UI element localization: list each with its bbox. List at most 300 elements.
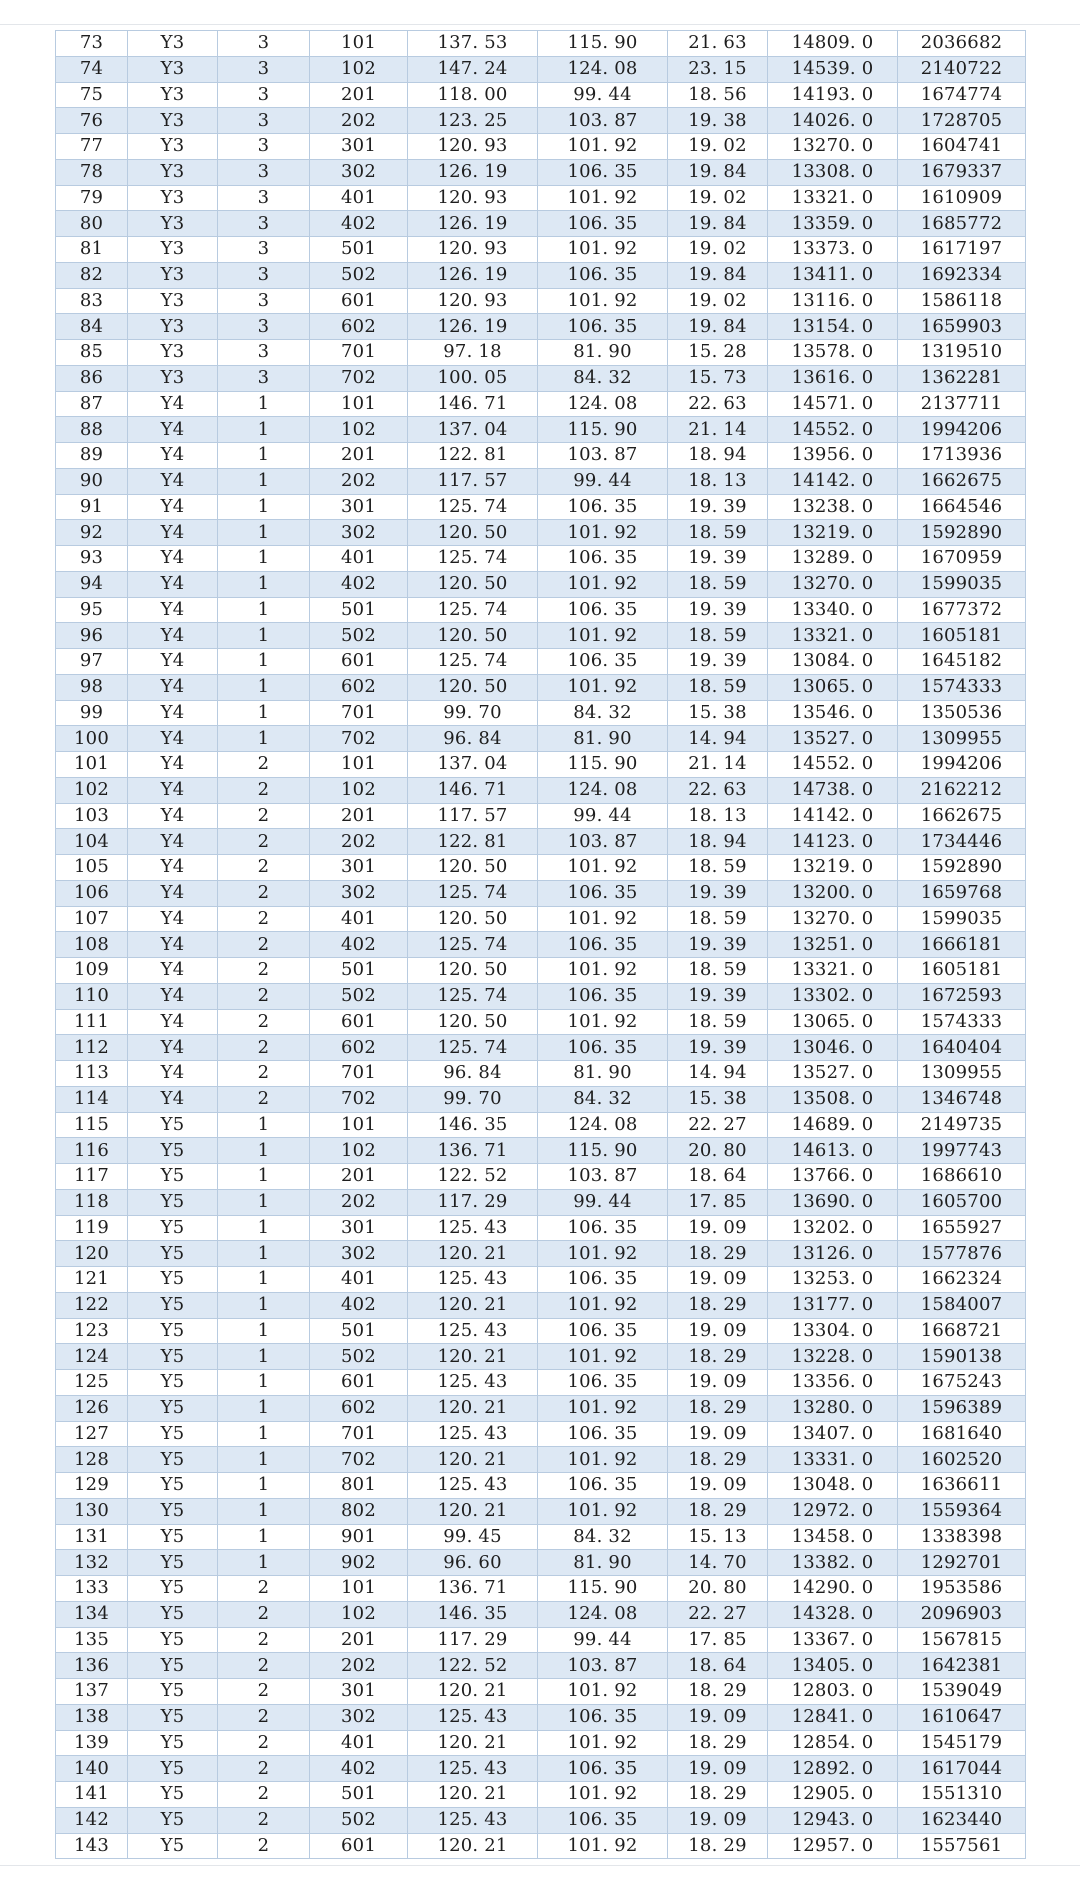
inner-area-cell: 101. 92: [538, 237, 668, 263]
unit-cell: 1: [218, 726, 310, 752]
area-cell: 137. 04: [408, 417, 538, 443]
building-cell: Y5: [128, 1138, 218, 1164]
shared-area-cell: 15. 38: [668, 1086, 768, 1112]
building-cell: Y4: [128, 1086, 218, 1112]
area-cell: 120. 21: [408, 1292, 538, 1318]
inner-area-cell: 103. 87: [538, 108, 668, 134]
unit-price-cell: 13956. 0: [768, 443, 898, 469]
building-cell: Y5: [128, 1627, 218, 1653]
unit-cell: 3: [218, 82, 310, 108]
inner-area-cell: 103. 87: [538, 443, 668, 469]
area-cell: 122. 52: [408, 1653, 538, 1679]
unit-price-cell: 14689. 0: [768, 1112, 898, 1138]
area-cell: 125. 43: [408, 1370, 538, 1396]
building-cell: Y5: [128, 1267, 218, 1293]
area-cell: 120. 50: [408, 906, 538, 932]
building-cell: Y4: [128, 1035, 218, 1061]
inner-area-cell: 99. 44: [538, 1189, 668, 1215]
area-cell: 136. 71: [408, 1576, 538, 1602]
inner-area-cell: 115. 90: [538, 417, 668, 443]
room-cell: 502: [310, 1344, 408, 1370]
room-cell: 702: [310, 1086, 408, 1112]
total-price-cell: 1659768: [898, 880, 1026, 906]
total-price-cell: 1670959: [898, 546, 1026, 572]
building-cell: Y3: [128, 31, 218, 57]
inner-area-cell: 101. 92: [538, 185, 668, 211]
shared-area-cell: 19. 84: [668, 211, 768, 237]
area-cell: 125. 74: [408, 1035, 538, 1061]
inner-area-cell: 106. 35: [538, 983, 668, 1009]
room-cell: 501: [310, 958, 408, 984]
total-price-cell: 2162212: [898, 777, 1026, 803]
unit-cell: 3: [218, 262, 310, 288]
table-row: [56, 906, 1026, 932]
total-price-cell: 1292701: [898, 1550, 1026, 1576]
area-cell: 125. 43: [408, 1267, 538, 1293]
unit-cell: 3: [218, 365, 310, 391]
unit-price-cell: 14552. 0: [768, 417, 898, 443]
inner-area-cell: 101. 92: [538, 134, 668, 160]
room-cell: 401: [310, 546, 408, 572]
table-row: [56, 1395, 1026, 1421]
room-cell: 301: [310, 134, 408, 160]
unit-cell: 1: [218, 468, 310, 494]
row-index-cell: 133: [56, 1576, 128, 1602]
area-cell: 146. 71: [408, 391, 538, 417]
total-price-cell: 1617197: [898, 237, 1026, 263]
inner-area-cell: 103. 87: [538, 1164, 668, 1190]
shared-area-cell: 18. 59: [668, 958, 768, 984]
row-index-cell: 73: [56, 31, 128, 57]
shared-area-cell: 15. 73: [668, 365, 768, 391]
room-cell: 401: [310, 1267, 408, 1293]
inner-area-cell: 81. 90: [538, 726, 668, 752]
unit-cell: 2: [218, 1601, 310, 1627]
shared-area-cell: 18. 64: [668, 1653, 768, 1679]
unit-cell: 3: [218, 185, 310, 211]
building-cell: Y5: [128, 1756, 218, 1782]
unit-cell: 1: [218, 417, 310, 443]
unit-price-cell: 13356. 0: [768, 1370, 898, 1396]
unit-price-cell: 13280. 0: [768, 1395, 898, 1421]
building-cell: Y3: [128, 314, 218, 340]
data-table: [55, 30, 1026, 1859]
total-price-cell: 1679337: [898, 159, 1026, 185]
building-cell: Y5: [128, 1576, 218, 1602]
unit-cell: 2: [218, 1627, 310, 1653]
unit-cell: 2: [218, 1653, 310, 1679]
unit-cell: 1: [218, 1370, 310, 1396]
unit-price-cell: 13331. 0: [768, 1447, 898, 1473]
unit-price-cell: 13219. 0: [768, 855, 898, 881]
room-cell: 302: [310, 520, 408, 546]
row-index-cell: 119: [56, 1215, 128, 1241]
building-cell: Y4: [128, 855, 218, 881]
row-index-cell: 139: [56, 1730, 128, 1756]
row-index-cell: 109: [56, 958, 128, 984]
building-cell: Y4: [128, 571, 218, 597]
shared-area-cell: 18. 29: [668, 1833, 768, 1859]
room-cell: 302: [310, 1241, 408, 1267]
area-cell: 117. 29: [408, 1627, 538, 1653]
room-cell: 602: [310, 1395, 408, 1421]
shared-area-cell: 17. 85: [668, 1189, 768, 1215]
inner-area-cell: 106. 35: [538, 932, 668, 958]
table-row: [56, 700, 1026, 726]
inner-area-cell: 115. 90: [538, 31, 668, 57]
building-cell: Y5: [128, 1421, 218, 1447]
building-cell: Y4: [128, 777, 218, 803]
room-cell: 501: [310, 237, 408, 263]
shared-area-cell: 20. 80: [668, 1138, 768, 1164]
room-cell: 502: [310, 1807, 408, 1833]
room-cell: 102: [310, 417, 408, 443]
row-index-cell: 110: [56, 983, 128, 1009]
shared-area-cell: 18. 59: [668, 623, 768, 649]
table-row: [56, 932, 1026, 958]
area-cell: 120. 21: [408, 1395, 538, 1421]
area-cell: 125. 74: [408, 983, 538, 1009]
area-cell: 120. 93: [408, 134, 538, 160]
inner-area-cell: 106. 35: [538, 1370, 668, 1396]
shared-area-cell: 18. 29: [668, 1782, 768, 1808]
area-cell: 136. 71: [408, 1138, 538, 1164]
total-price-cell: 1577876: [898, 1241, 1026, 1267]
shared-area-cell: 21. 14: [668, 417, 768, 443]
row-index-cell: 140: [56, 1756, 128, 1782]
shared-area-cell: 19. 84: [668, 262, 768, 288]
area-cell: 125. 74: [408, 880, 538, 906]
shared-area-cell: 18. 59: [668, 906, 768, 932]
table-row: [56, 1498, 1026, 1524]
unit-cell: 1: [218, 1189, 310, 1215]
table-row: [56, 777, 1026, 803]
unit-cell: 1: [218, 1421, 310, 1447]
total-price-cell: 1338398: [898, 1524, 1026, 1550]
unit-cell: 1: [218, 649, 310, 675]
total-price-cell: 1662675: [898, 803, 1026, 829]
room-cell: 102: [310, 56, 408, 82]
total-price-cell: 1559364: [898, 1498, 1026, 1524]
table-row: [56, 468, 1026, 494]
row-index-cell: 104: [56, 829, 128, 855]
table-row: [56, 443, 1026, 469]
room-cell: 402: [310, 571, 408, 597]
room-cell: 702: [310, 1447, 408, 1473]
shared-area-cell: 18. 59: [668, 520, 768, 546]
room-cell: 202: [310, 1189, 408, 1215]
inner-area-cell: 84. 32: [538, 365, 668, 391]
inner-area-cell: 103. 87: [538, 1653, 668, 1679]
row-index-cell: 124: [56, 1344, 128, 1370]
unit-price-cell: 13527. 0: [768, 1061, 898, 1087]
room-cell: 401: [310, 906, 408, 932]
unit-cell: 2: [218, 932, 310, 958]
shared-area-cell: 14. 94: [668, 726, 768, 752]
area-cell: 120. 50: [408, 520, 538, 546]
unit-price-cell: 12957. 0: [768, 1833, 898, 1859]
row-index-cell: 111: [56, 1009, 128, 1035]
top-divider: [0, 24, 1080, 25]
area-cell: 125. 74: [408, 546, 538, 572]
inner-area-cell: 101. 92: [538, 520, 668, 546]
building-cell: Y4: [128, 417, 218, 443]
building-cell: Y5: [128, 1318, 218, 1344]
unit-price-cell: 13321. 0: [768, 185, 898, 211]
inner-area-cell: 101. 92: [538, 1730, 668, 1756]
table-row: [56, 314, 1026, 340]
unit-price-cell: 13304. 0: [768, 1318, 898, 1344]
building-cell: Y5: [128, 1164, 218, 1190]
shared-area-cell: 19. 09: [668, 1267, 768, 1293]
unit-cell: 3: [218, 159, 310, 185]
area-cell: 146. 35: [408, 1601, 538, 1627]
unit-price-cell: 14571. 0: [768, 391, 898, 417]
row-index-cell: 117: [56, 1164, 128, 1190]
building-cell: Y4: [128, 752, 218, 778]
table-row: [56, 1576, 1026, 1602]
building-cell: Y4: [128, 520, 218, 546]
inner-area-cell: 106. 35: [538, 159, 668, 185]
row-index-cell: 122: [56, 1292, 128, 1318]
table-row: [56, 159, 1026, 185]
unit-price-cell: 13616. 0: [768, 365, 898, 391]
row-index-cell: 112: [56, 1035, 128, 1061]
table-row: [56, 520, 1026, 546]
row-index-cell: 96: [56, 623, 128, 649]
table-container: [55, 30, 1025, 1859]
area-cell: 120. 50: [408, 623, 538, 649]
unit-price-cell: 13321. 0: [768, 958, 898, 984]
total-price-cell: 1610647: [898, 1704, 1026, 1730]
shared-area-cell: 20. 80: [668, 1576, 768, 1602]
row-index-cell: 91: [56, 494, 128, 520]
building-cell: Y4: [128, 726, 218, 752]
room-cell: 101: [310, 752, 408, 778]
row-index-cell: 116: [56, 1138, 128, 1164]
table-row: [56, 365, 1026, 391]
shared-area-cell: 18. 29: [668, 1730, 768, 1756]
row-index-cell: 114: [56, 1086, 128, 1112]
unit-price-cell: 13200. 0: [768, 880, 898, 906]
unit-cell: 1: [218, 1395, 310, 1421]
room-cell: 401: [310, 1730, 408, 1756]
table-row: [56, 1833, 1026, 1859]
row-index-cell: 77: [56, 134, 128, 160]
inner-area-cell: 106. 35: [538, 262, 668, 288]
total-price-cell: 1655927: [898, 1215, 1026, 1241]
inner-area-cell: 106. 35: [538, 1318, 668, 1344]
table-row: [56, 1164, 1026, 1190]
room-cell: 901: [310, 1524, 408, 1550]
row-index-cell: 142: [56, 1807, 128, 1833]
shared-area-cell: 15. 38: [668, 700, 768, 726]
shared-area-cell: 19. 84: [668, 314, 768, 340]
inner-area-cell: 124. 08: [538, 777, 668, 803]
unit-cell: 3: [218, 288, 310, 314]
unit-cell: 2: [218, 1730, 310, 1756]
room-cell: 401: [310, 185, 408, 211]
unit-price-cell: 13126. 0: [768, 1241, 898, 1267]
area-cell: 120. 50: [408, 1009, 538, 1035]
total-price-cell: 2096903: [898, 1601, 1026, 1627]
shared-area-cell: 18. 29: [668, 1395, 768, 1421]
room-cell: 602: [310, 1035, 408, 1061]
unit-price-cell: 13527. 0: [768, 726, 898, 752]
row-index-cell: 87: [56, 391, 128, 417]
total-price-cell: 1666181: [898, 932, 1026, 958]
unit-price-cell: 13270. 0: [768, 571, 898, 597]
area-cell: 125. 74: [408, 649, 538, 675]
total-price-cell: 1545179: [898, 1730, 1026, 1756]
row-index-cell: 127: [56, 1421, 128, 1447]
unit-cell: 2: [218, 1782, 310, 1808]
unit-price-cell: 13251. 0: [768, 932, 898, 958]
shared-area-cell: 18. 64: [668, 1164, 768, 1190]
area-cell: 120. 93: [408, 237, 538, 263]
area-cell: 125. 43: [408, 1704, 538, 1730]
unit-cell: 2: [218, 983, 310, 1009]
inner-area-cell: 81. 90: [538, 1550, 668, 1576]
total-price-cell: 1994206: [898, 752, 1026, 778]
row-index-cell: 94: [56, 571, 128, 597]
total-price-cell: 1713936: [898, 443, 1026, 469]
total-price-cell: 1672593: [898, 983, 1026, 1009]
row-index-cell: 75: [56, 82, 128, 108]
table-row: [56, 1782, 1026, 1808]
table-row: [56, 1035, 1026, 1061]
table-row: [56, 1370, 1026, 1396]
unit-price-cell: 13202. 0: [768, 1215, 898, 1241]
unit-cell: 1: [218, 443, 310, 469]
inner-area-cell: 106. 35: [538, 1267, 668, 1293]
building-cell: Y5: [128, 1370, 218, 1396]
table-row: [56, 82, 1026, 108]
area-cell: 123. 25: [408, 108, 538, 134]
area-cell: 120. 21: [408, 1679, 538, 1705]
inner-area-cell: 101. 92: [538, 1833, 668, 1859]
building-cell: Y3: [128, 82, 218, 108]
bottom-divider: [0, 1865, 1080, 1866]
row-index-cell: 128: [56, 1447, 128, 1473]
room-cell: 202: [310, 1653, 408, 1679]
unit-cell: 2: [218, 855, 310, 881]
row-index-cell: 113: [56, 1061, 128, 1087]
row-index-cell: 143: [56, 1833, 128, 1859]
row-index-cell: 106: [56, 880, 128, 906]
area-cell: 122. 52: [408, 1164, 538, 1190]
shared-area-cell: 22. 63: [668, 777, 768, 803]
building-cell: Y4: [128, 906, 218, 932]
room-cell: 402: [310, 1756, 408, 1782]
unit-cell: 3: [218, 108, 310, 134]
room-cell: 202: [310, 108, 408, 134]
area-cell: 125. 74: [408, 597, 538, 623]
total-price-cell: 1309955: [898, 726, 1026, 752]
unit-cell: 2: [218, 958, 310, 984]
unit-cell: 1: [218, 520, 310, 546]
area-cell: 137. 53: [408, 31, 538, 57]
total-price-cell: 1350536: [898, 700, 1026, 726]
area-cell: 100. 05: [408, 365, 538, 391]
inner-area-cell: 81. 90: [538, 340, 668, 366]
area-cell: 120. 50: [408, 958, 538, 984]
total-price-cell: 1605181: [898, 958, 1026, 984]
row-index-cell: 137: [56, 1679, 128, 1705]
unit-cell: 3: [218, 56, 310, 82]
area-cell: 120. 93: [408, 185, 538, 211]
shared-area-cell: 23. 15: [668, 56, 768, 82]
inner-area-cell: 101. 92: [538, 906, 668, 932]
inner-area-cell: 101. 92: [538, 623, 668, 649]
room-cell: 701: [310, 1421, 408, 1447]
inner-area-cell: 101. 92: [538, 1498, 668, 1524]
total-price-cell: 1728705: [898, 108, 1026, 134]
area-cell: 120. 21: [408, 1447, 538, 1473]
table-row: [56, 1215, 1026, 1241]
unit-price-cell: 13228. 0: [768, 1344, 898, 1370]
unit-price-cell: 13766. 0: [768, 1164, 898, 1190]
area-cell: 125. 43: [408, 1421, 538, 1447]
unit-price-cell: 13578. 0: [768, 340, 898, 366]
building-cell: Y5: [128, 1498, 218, 1524]
table-row: [56, 1344, 1026, 1370]
total-price-cell: 1584007: [898, 1292, 1026, 1318]
total-price-cell: 1605181: [898, 623, 1026, 649]
building-cell: Y4: [128, 649, 218, 675]
table-row: [56, 211, 1026, 237]
unit-price-cell: 13340. 0: [768, 597, 898, 623]
shared-area-cell: 19. 09: [668, 1473, 768, 1499]
unit-cell: 1: [218, 1267, 310, 1293]
room-cell: 201: [310, 82, 408, 108]
row-index-cell: 132: [56, 1550, 128, 1576]
room-cell: 502: [310, 983, 408, 1009]
table-row: [56, 880, 1026, 906]
table-row: [56, 288, 1026, 314]
inner-area-cell: 101. 92: [538, 1395, 668, 1421]
unit-price-cell: 13084. 0: [768, 649, 898, 675]
total-price-cell: 1997743: [898, 1138, 1026, 1164]
room-cell: 202: [310, 829, 408, 855]
inner-area-cell: 84. 32: [538, 1524, 668, 1550]
table-row: [56, 1601, 1026, 1627]
building-cell: Y4: [128, 829, 218, 855]
building-cell: Y4: [128, 1061, 218, 1087]
building-cell: Y3: [128, 108, 218, 134]
unit-cell: 3: [218, 134, 310, 160]
shared-area-cell: 19. 09: [668, 1756, 768, 1782]
building-cell: Y4: [128, 803, 218, 829]
table-row: [56, 1061, 1026, 1087]
total-price-cell: 1604741: [898, 134, 1026, 160]
room-cell: 301: [310, 494, 408, 520]
shared-area-cell: 18. 59: [668, 674, 768, 700]
total-price-cell: 1685772: [898, 211, 1026, 237]
unit-price-cell: 14328. 0: [768, 1601, 898, 1627]
room-cell: 601: [310, 1833, 408, 1859]
unit-price-cell: 14290. 0: [768, 1576, 898, 1602]
building-cell: Y4: [128, 546, 218, 572]
table-row: [56, 1138, 1026, 1164]
total-price-cell: 1567815: [898, 1627, 1026, 1653]
unit-cell: 3: [218, 340, 310, 366]
room-cell: 301: [310, 855, 408, 881]
inner-area-cell: 115. 90: [538, 1138, 668, 1164]
unit-price-cell: 13270. 0: [768, 134, 898, 160]
inner-area-cell: 106. 35: [538, 546, 668, 572]
area-cell: 126. 19: [408, 314, 538, 340]
